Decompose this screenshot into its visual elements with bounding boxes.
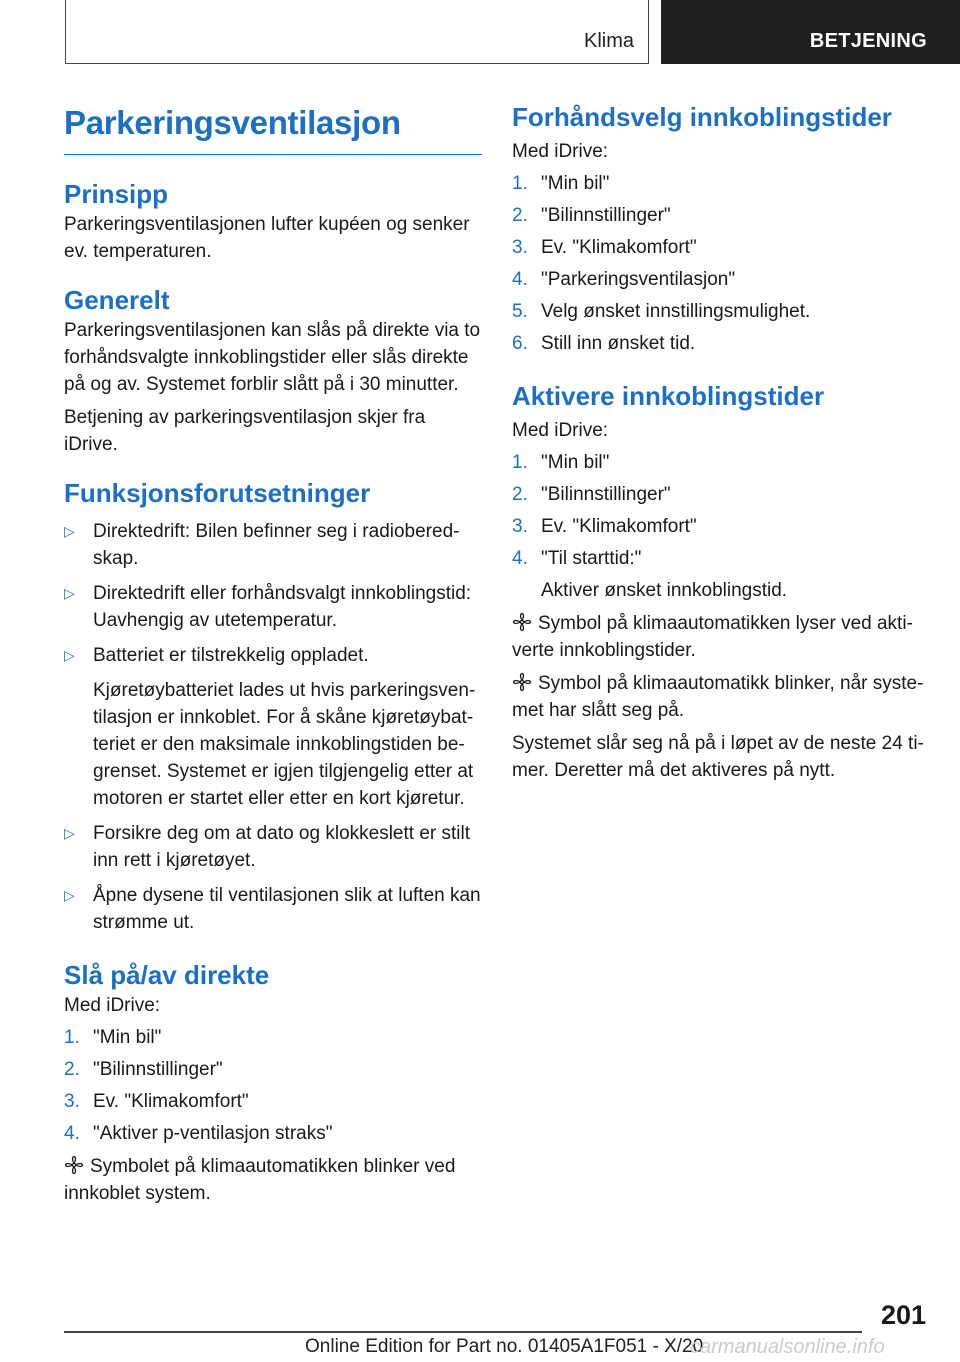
activate-substep: Aktiver ønsket innkoblingstid. bbox=[541, 580, 788, 601]
header-section-box bbox=[65, 0, 649, 64]
left-column bbox=[64, 100, 482, 1207]
principle-text: Parkeringsventilasjonen lufter kupéen og senker ev. temperaturen. bbox=[64, 214, 470, 262]
fan-icon bbox=[512, 612, 532, 632]
activate-intro: Med iDrive: bbox=[512, 420, 609, 441]
triangle-right-icon: ▷ bbox=[64, 647, 75, 663]
principle-heading: Prinsipp bbox=[64, 179, 169, 209]
list-item: 4. "Til starttid:" bbox=[512, 548, 642, 569]
header-section-title: Klima bbox=[583, 30, 634, 52]
list-item: 1. "Min bil" bbox=[512, 173, 610, 194]
list-item: 3. Ev. "Klimakomfort" bbox=[512, 237, 697, 258]
list-item: 2. "Bilinnstillinger" bbox=[64, 1059, 223, 1080]
requirements-heading: Funksjonsforutsetninger bbox=[64, 478, 371, 508]
header-chapter-box bbox=[661, 0, 960, 64]
footer-edition: Online Edition for Part no. 01405A1F051 - X/20 bbox=[305, 1336, 704, 1357]
preselect-heading: Forhåndsvelg innkoblingstider bbox=[512, 102, 892, 132]
list-item: 2. "Bilinnstillinger" bbox=[512, 484, 671, 505]
list-item: 1. "Min bil" bbox=[64, 1027, 162, 1048]
list-item: 1. "Min bil" bbox=[512, 452, 610, 473]
activate-paragraph: Systemet slår seg nå på i løpet av de neste 24 ti-mer. Deretter må det aktiveres på nytt. bbox=[512, 733, 924, 781]
watermark: carmanualsonline.info bbox=[690, 1336, 885, 1358]
triangle-right-icon: ▷ bbox=[64, 887, 75, 903]
list-item: 4. "Aktiver p-ventilasjon straks" bbox=[64, 1123, 333, 1144]
triangle-right-icon: ▷ bbox=[64, 585, 75, 601]
list-item: 4. "Parkeringsventilasjon" bbox=[512, 269, 736, 290]
direct-note: Symbolet på klimaautomatikken blinker ved innkoblet system. bbox=[64, 1156, 456, 1204]
list-item: ▷ Åpne dysene til ventilasjonen slik at luften kan strømme ut. bbox=[64, 882, 482, 936]
fan-icon bbox=[512, 672, 532, 692]
page-title: Parkeringsventilasjon bbox=[64, 100, 482, 155]
triangle-right-icon: ▷ bbox=[64, 523, 75, 539]
direct-heading: Slå på/av direkte bbox=[64, 960, 270, 990]
activate-note-1: Symbol på klimaautomatikken lyser ved akti-verte innkoblingstider. bbox=[512, 613, 913, 661]
battery-note: Kjøretøybatteriet lades ut hvis parkeringsven-tilasjon er innkoblet. For å skåne kjøretøybat-teriet er den maksimale innkoblingstiden be-grenset. Systemet er igjen tilgjengelig etter at motoren er startet eller etter en kort kjøretur. bbox=[93, 680, 476, 809]
preselect-intro: Med iDrive: bbox=[512, 141, 609, 162]
list-item: ▷ Batteriet er tilstrekkelig oppladet. Kjøretøybatteriet lades ut hvis parkeringsven-tilasjon er innkoblet. For å skåne kjøretøybat-teriet er den maksimale innkoblingstiden be-grenset. Systemet er igjen tilgjengelig etter at motoren er startet eller etter en kort kjøretur. bbox=[64, 642, 482, 812]
page-number: 201 bbox=[880, 1300, 926, 1330]
right-column bbox=[512, 100, 932, 784]
header-chapter-title: BETJENING bbox=[809, 30, 927, 52]
list-item: 3. Ev. "Klimakomfort" bbox=[512, 516, 697, 537]
direct-intro: Med iDrive: bbox=[64, 995, 161, 1016]
activate-note-2: Symbol på klimaautomatikk blinker, når syste-met har slått seg på. bbox=[512, 673, 924, 721]
list-item: ▷ Direktedrift eller forhåndsvalgt innkoblingstid: Uavhengig av utetemperatur. bbox=[64, 580, 482, 634]
activate-heading: Aktivere innkoblingstider bbox=[512, 381, 825, 411]
general-heading: Generelt bbox=[64, 285, 170, 315]
list-item: 3. Ev. "Klimakomfort" bbox=[64, 1091, 249, 1112]
triangle-right-icon: ▷ bbox=[64, 825, 75, 841]
list-item: ▷ Forsikre deg om at dato og klokkeslett er stilt inn rett i kjøretøyet. bbox=[64, 820, 482, 874]
list-item: ▷ Direktedrift: Bilen befinner seg i radiobered-skap. bbox=[64, 518, 482, 572]
requirements-list bbox=[64, 518, 482, 936]
direct-steps bbox=[64, 1024, 482, 1147]
general-paragraph-1: Parkeringsventilasjonen kan slås på direkte via to forhåndsvalgte innkoblingstider eller slås direkte på og av. Systemet forblir slått på i 30 minutter. bbox=[64, 320, 481, 395]
activate-steps bbox=[512, 449, 932, 572]
fan-icon bbox=[64, 1155, 84, 1175]
preselect-steps bbox=[512, 170, 932, 357]
list-item: 2. "Bilinnstillinger" bbox=[512, 205, 671, 226]
general-paragraph-2: Betjening av parkeringsventilasjon skjer fra iDrive. bbox=[64, 407, 426, 455]
list-item: 6. Still inn ønsket tid. bbox=[512, 333, 696, 354]
footer-divider bbox=[64, 1331, 862, 1333]
list-item: 5. Velg ønsket innstillingsmulighet. bbox=[512, 301, 811, 322]
